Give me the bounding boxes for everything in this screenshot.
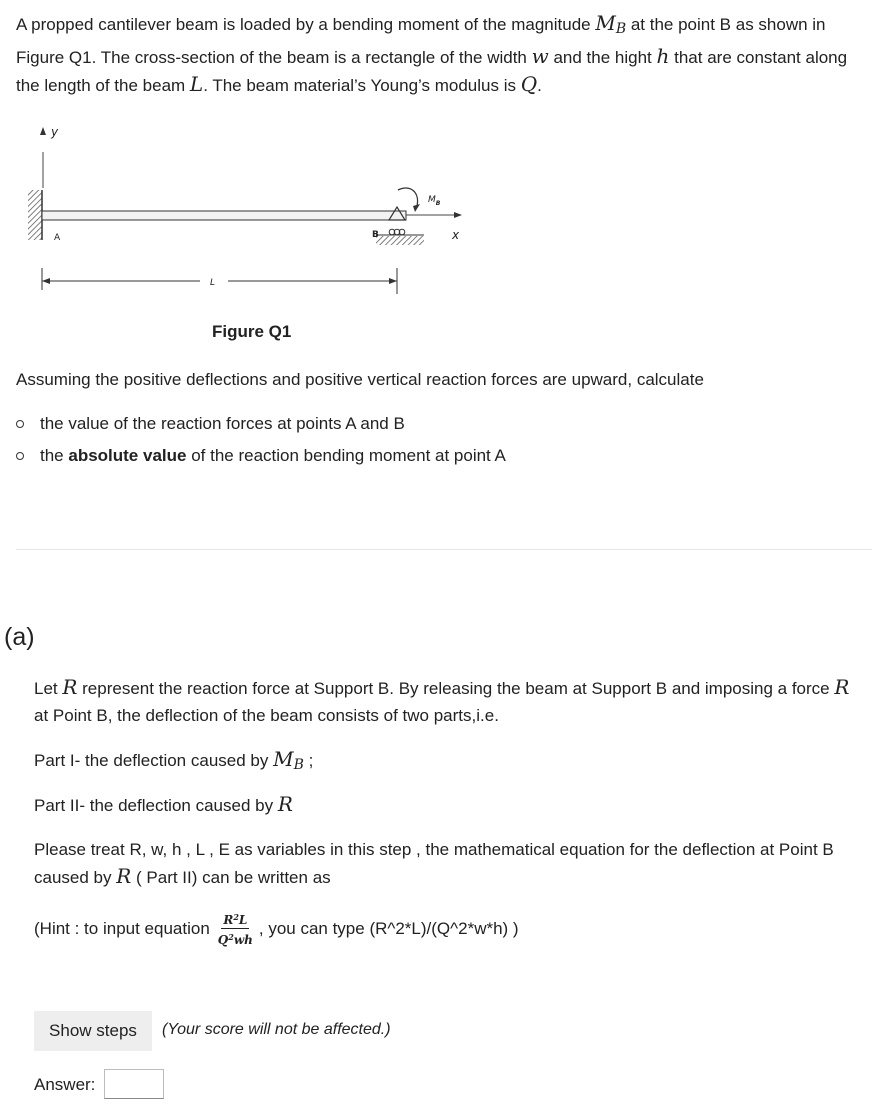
length-label: L	[210, 278, 216, 288]
x-axis-label: x	[452, 228, 460, 242]
beam	[42, 211, 406, 220]
figure-caption: Figure Q1	[212, 322, 292, 341]
figure-q1-diagram	[14, 118, 494, 314]
point-b-label: B	[372, 230, 379, 240]
task-list	[16, 408, 506, 472]
part-a-heading: (a)	[4, 623, 35, 651]
hint-fraction: $\frac{R^2L}{Q^2wh}$	[217, 912, 253, 947]
show-steps-button[interactable]: Show steps	[34, 1011, 152, 1051]
problem-statement: A propped cantilever beam is loaded by a bending moment of the magnitude $M_B$ at the point B as shown in Figure Q1. The cross-section of the beam is a rectangle of the width w and the hight h that are constant along the length of the beam L. The beam material’s Young’s modulus is Q.	[16, 11, 848, 96]
score-note: (Your score will not be affected.)	[162, 1021, 391, 1038]
part-one-text: Part I- the deflection caused by $M_B$ ;	[34, 747, 314, 773]
roller-ground	[376, 236, 424, 245]
y-axis-arrow-icon	[40, 127, 46, 135]
point-a-label: A	[54, 233, 61, 243]
moment-arrow-icon	[413, 204, 420, 212]
bullet-icon	[16, 420, 24, 428]
moment-arc	[398, 188, 418, 206]
list-item: the value of the reaction forces at points A and B	[16, 408, 506, 440]
part-a-intro: Let R represent the reaction force at Support B. By releasing the beam at Support B and imposing a force R at Point B, the deflection of the beam consists of two parts,i.e.	[34, 675, 850, 725]
fixed-support-wall	[28, 190, 42, 240]
moment-label: $M_B$	[428, 195, 441, 207]
assumption-text: Assuming the positive deflections and positive vertical reaction forces are upward, calculate	[16, 370, 704, 389]
mb-symbol: $M_B$	[595, 11, 627, 37]
list-item: the absolute value of the reaction bending moment at point A	[16, 440, 506, 472]
hint-text: (Hint : to input equation $\frac{R^2L}{Q^2wh}$ , you can type (R^2*L)/(Q^2*w*h) )	[34, 912, 519, 947]
bullet-icon	[16, 452, 24, 460]
x-axis-arrow-icon	[454, 212, 462, 218]
instruction-text: Please treat R, w, h , L , E as variables in this step , the mathematical equation for the deflection at Point B caused by R ( Part II) can be written as	[34, 840, 834, 888]
y-axis-label: y	[51, 125, 59, 139]
answer-input[interactable]	[104, 1069, 164, 1099]
answer-label: Answer:	[34, 1075, 96, 1094]
section-divider	[16, 549, 872, 550]
part-two-text: Part II- the deflection caused by R	[34, 792, 293, 816]
